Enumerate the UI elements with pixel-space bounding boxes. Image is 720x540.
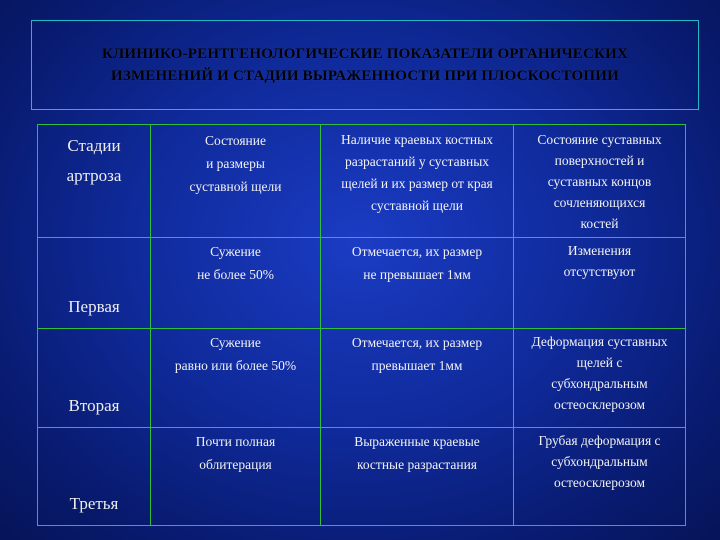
stage-label: Третья [69,494,119,513]
joint-space-cell [151,428,321,526]
header-line: Состояние [205,133,266,148]
header-line: поверхностей и [554,153,645,168]
cell-line: Почти полная [195,434,276,449]
header-stage-line: артроза [66,166,122,185]
growths-cell [321,428,514,526]
header-line: суставной щели [189,179,282,194]
header-line: суставных концов [547,174,652,189]
cell-line: Грубая деформация с [538,433,661,448]
header-line: Наличие краевых костных [341,132,493,147]
cell-line: Сужение [210,335,261,350]
cell-line: щелей с [576,355,623,370]
cell-line: облитерация [199,457,272,472]
cell-line: не более 50% [197,267,274,282]
stage-label: Первая [68,297,120,316]
table-header-row [38,125,686,238]
stage-label: Вторая [68,396,120,415]
joint-space-cell [151,329,321,428]
surfaces-cell [514,428,686,526]
title-line-2: ИЗМЕНЕНИЙ И СТАДИИ ВЫРАЖЕННОСТИ ПРИ ПЛОСКОСТОПИИ [110,68,620,84]
cell-line: остеосклерозом [553,475,646,490]
cell-line: отсутствуют [563,264,636,279]
cell-line: Отмечается, их размер [351,244,483,259]
cell-line: субхондральным [551,376,648,391]
title-box [31,20,699,110]
header-stage-line: Стадии [67,136,121,155]
arthrosis-table [37,124,686,526]
growths-cell [321,329,514,428]
cell-line: Отмечается, их размер [351,335,483,350]
cell-line: Деформация суставных [531,334,668,349]
table-row [38,238,686,329]
table-row [38,428,686,526]
growths-cell [321,238,514,329]
header-line: суставной щели [371,198,463,213]
surfaces-cell [514,238,686,329]
stage-cell [38,238,151,329]
header-growths [321,125,514,238]
table-row [38,329,686,428]
header-joint-space [151,125,321,238]
cell-line: Выраженные краевые [354,434,480,449]
header-line: сочленяющихся [553,195,646,210]
header-line: щелей и их размер от края [341,176,493,191]
cell-line: не превышает 1мм [363,267,471,282]
header-line: костей [580,216,619,231]
header-stage [38,125,151,238]
cell-line: остеосклерозом [553,397,646,412]
joint-space-cell [151,238,321,329]
cell-line: Сужение [210,244,261,259]
header-line: и размеры [206,156,265,171]
header-line: Состояние суставных [537,132,662,147]
header-line: разрастаний у суставных [344,154,490,169]
cell-line: превышает 1мм [371,358,463,373]
cell-line: костные разрастания [356,457,478,472]
header-surfaces [514,125,686,238]
surfaces-cell [514,329,686,428]
stage-cell [38,329,151,428]
stage-cell [38,428,151,526]
cell-line: субхондральным [551,454,648,469]
title-line-1: КЛИНИКО-РЕНТГЕНОЛОГИЧЕСКИЕ ПОКАЗАТЕЛИ ОРГАНИЧЕСКИХ [101,46,629,62]
cell-line: Изменения [567,243,632,258]
cell-line: равно или более 50% [174,358,297,373]
